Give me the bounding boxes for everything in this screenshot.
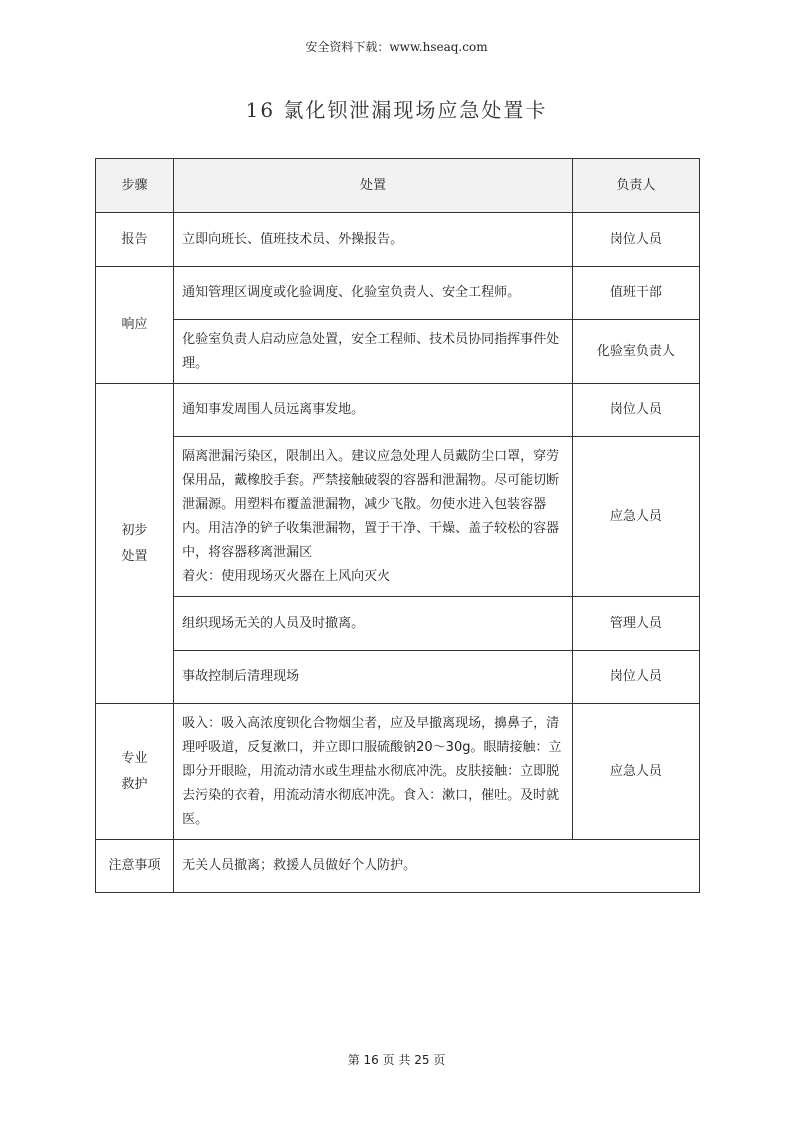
action-text-fire: 着火：使用现场灭火器在上风向灭火 [182, 568, 391, 584]
page-footer: 第 16 页 共 25 页 [347, 1053, 446, 1067]
step-response: 响应 [96, 267, 174, 384]
step-initial-line2: 处置 [121, 548, 148, 564]
table-row [96, 704, 700, 840]
table-row [96, 437, 700, 597]
table-row [96, 320, 700, 384]
table-row [96, 213, 700, 267]
owner-cell: 管理人员 [572, 597, 699, 651]
page-header: 安全资料下载：www.hseaq.com [305, 40, 488, 54]
action-cell: 吸入：吸入高浓度钡化合物烟尘者，应及早撤离现场，擤鼻子，清理呼吸道，反复漱口，并立即口服硫酸钠20～30g。眼睛接触：立即分开眼睑，用流动清水或生理盐水彻底冲洗。皮肤接触：立即脱去污染的衣着，用流动清水彻底冲洗。食入：漱口，催吐。及时就医。 [174, 704, 573, 840]
action-cell: 通知事发周围人员远离事发地。 [174, 384, 573, 437]
action-cell: 事故控制后清理现场 [174, 651, 573, 704]
header-action: 处置 [174, 159, 573, 213]
notes-text: 无关人员撤离；救援人员做好个人防护。 [174, 840, 700, 893]
step-report: 报告 [96, 213, 174, 267]
action-text: 隔离泄漏污染区，限制出入。建议应急处理人员戴防尘口罩，穿劳保用品，戴橡胶手套。严禁接触破裂的容器和泄漏物。尽可能切断泄漏源。用塑料布覆盖泄漏物，减少飞散。勿使水进入包装容器内。用洁净的铲子收集泄漏物，置于干净、干燥、盖子较松的容器中，将容器移离泄漏区 [182, 448, 560, 560]
step-rescue-line2: 救护 [121, 776, 148, 792]
step-rescue [96, 704, 174, 840]
step-notes: 注意事项 [96, 840, 174, 893]
owner-cell: 岗位人员 [572, 651, 699, 704]
owner-cell: 岗位人员 [572, 213, 699, 267]
action-cell [174, 437, 573, 597]
table-header-row [96, 159, 700, 213]
page-title: 16 氯化钡泄漏现场应急处置卡 [245, 98, 548, 122]
owner-cell: 应急人员 [572, 437, 699, 597]
table-row [96, 384, 700, 437]
owner-cell: 值班干部 [572, 267, 699, 320]
step-rescue-line1: 专业 [121, 750, 148, 766]
action-cell: 立即向班长、值班技术员、外操报告。 [174, 213, 573, 267]
step-initial [96, 384, 174, 704]
table-row [96, 651, 700, 704]
owner-cell: 岗位人员 [572, 384, 699, 437]
table-row [96, 840, 700, 893]
table-row [96, 597, 700, 651]
header-step: 步骤 [96, 159, 174, 213]
owner-cell: 应急人员 [572, 704, 699, 840]
action-cell: 通知管理区调度或化验调度、化验室负责人、安全工程师。 [174, 267, 573, 320]
action-cell: 组织现场无关的人员及时撤离。 [174, 597, 573, 651]
step-initial-line1: 初步 [121, 522, 148, 538]
action-cell: 化验室负责人启动应急处置，安全工程师、技术员协同指挥事件处理。 [174, 320, 573, 384]
owner-cell: 化验室负责人 [572, 320, 699, 384]
table-row [96, 267, 700, 320]
header-owner: 负责人 [572, 159, 699, 213]
emergency-card-table [95, 158, 700, 893]
